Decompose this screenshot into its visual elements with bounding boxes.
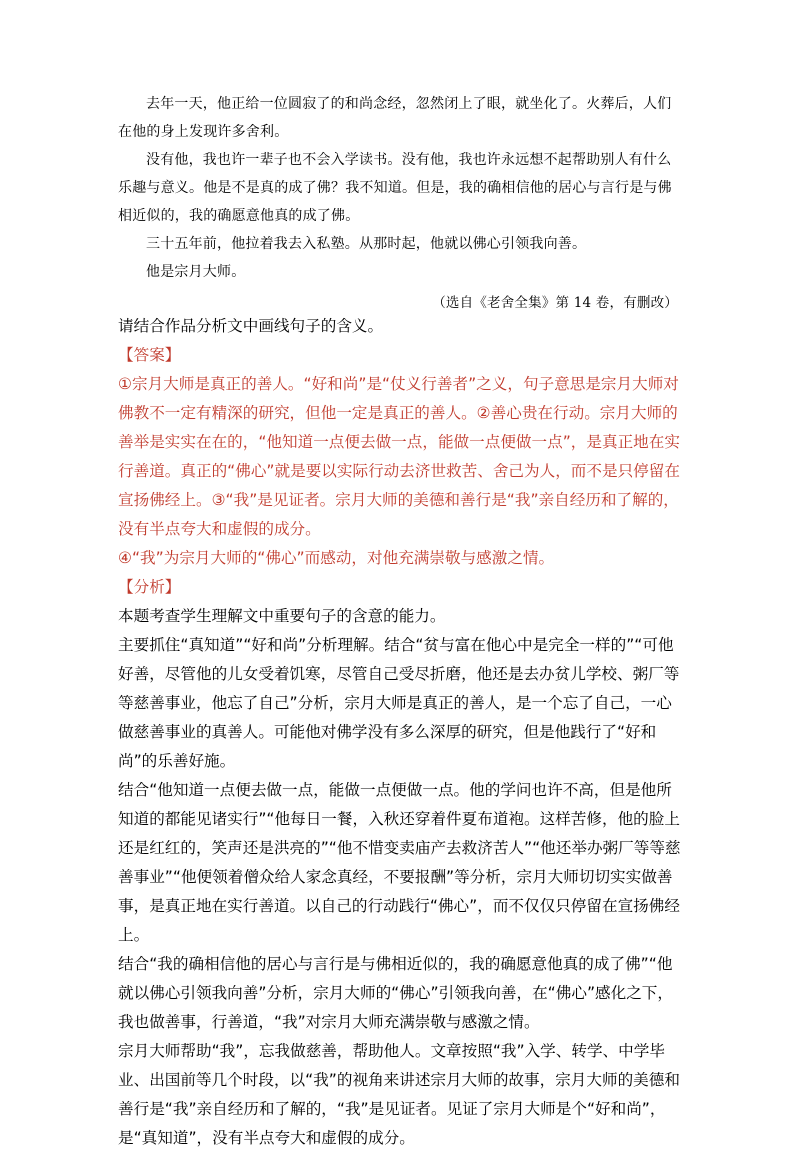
question-body bbox=[118, 312, 684, 1153]
answer-paragraph: ①宗月大师是真正的善人。“好和尚”是“仗义行善者”之义，句子意思是宗月大师对佛教不一定有精深的研究，但他一定是真正的善人。②善心贵在行动。宗月大师的善举是实实在在的，“他知道一点便去做一点，能做一点便做一点”，是真正地在实行善道。真正的“佛心”就是要以实际行动去济世救苦、舍己为人，而不是只停留在宣扬佛经上。③“我”是见证者。宗月大师的美德和善行是“我”亲自经历和了解的，没有半点夸大和虚假的成分。 bbox=[118, 375, 680, 538]
excerpt-passage bbox=[118, 90, 678, 316]
analysis-heading: 【分析】 bbox=[118, 578, 181, 596]
passage-paragraph: 没有他，我也许一辈子也不会入学读书。没有他，我也许永远想不起帮助别人有什么乐趣与意义。他是不是真的成了佛？我不知道。但是，我的确相信他的居心与言行是与佛相近似的，我的确愿意他真的成了佛。 bbox=[118, 152, 672, 224]
analysis-paragraph: 本题考查学生理解文中重要句子的含意的能力。 bbox=[118, 607, 446, 625]
analysis-paragraph: 结合“他知道一点便去做一点，能做一点便做一点。他的学问也许不高，但是他所知道的都能见诸实行”“他每日一餐，入秋还穿着件夏布道袍。这样苦修，他的脸上还是红红的，笑声还是洪亮的”“他不惜变卖庙产去救济苦人”“他还举办粥厂等等慈善事业”“他便领着僧众给人家念真经，不要报酬”等分析，宗月大师切切实实做善事，是真正地在实行善道。以自己的行动践行“佛心”，而不仅仅只停留在宣扬佛经上。 bbox=[118, 781, 681, 944]
analysis-paragraph: 宗月大师帮助“我”，忘我做慈善，帮助他人。文章按照“我”入学、转学、中学毕业、出国前等几个时段，以“我”的视角来讲述宗月大师的故事，宗月大师的美德和善行是“我”亲自经历和了解的，“我”是见证者。见证了宗月大师是个“好和尚”，是“真知道”，没有半点夸大和虚假的成分。 bbox=[118, 1042, 680, 1147]
passage-paragraph: 他是宗月大师。 bbox=[146, 264, 246, 280]
answer-paragraph: ④“我”为宗月大师的“佛心”而感动，对他充满崇敬与感激之情。 bbox=[118, 549, 555, 567]
answer-heading: 【答案】 bbox=[118, 346, 181, 364]
source-citation: （选自《老舍全集》第 14 卷，有删改） bbox=[432, 295, 678, 311]
question-text: 请结合作品分析文中画线句子的含义。 bbox=[118, 317, 384, 335]
analysis-paragraph: 结合“我的确相信他的居心与言行是与佛相近似的，我的确愿意他真的成了佛”“他就以佛心引领我向善”分析，宗月大师的“佛心”引领我向善，在“佛心”感化之下，我也做善事，行善道，“我”对宗月大师充满崇敬与感激之情。 bbox=[118, 955, 673, 1031]
passage-paragraph: 三十五年前，他拉着我去入私塾。从那时起，他就以佛心引领我向善。 bbox=[146, 236, 587, 252]
analysis-paragraph: 主要抓住“真知道”“好和尚”分析理解。结合“贫与富在他心中是完全一样的”“可他好善，尽管他的儿女受着饥寒，尽管自己受尽折磨，他还是去办贫儿学校、粥厂等等慈善事业，他忘了自己”分析，宗月大师是真正的善人，是一个忘了自己，一心做慈善事业的真善人。可能他对佛学没有多么深厚的研究，但是他践行了“好和尚”的乐善好施。 bbox=[118, 636, 680, 770]
passage-paragraph: 去年一天，他正给一位圆寂了的和尚念经，忽然闭上了眼，就坐化了。火葬后，人们在他的身上发现许多舍利。 bbox=[118, 96, 672, 140]
